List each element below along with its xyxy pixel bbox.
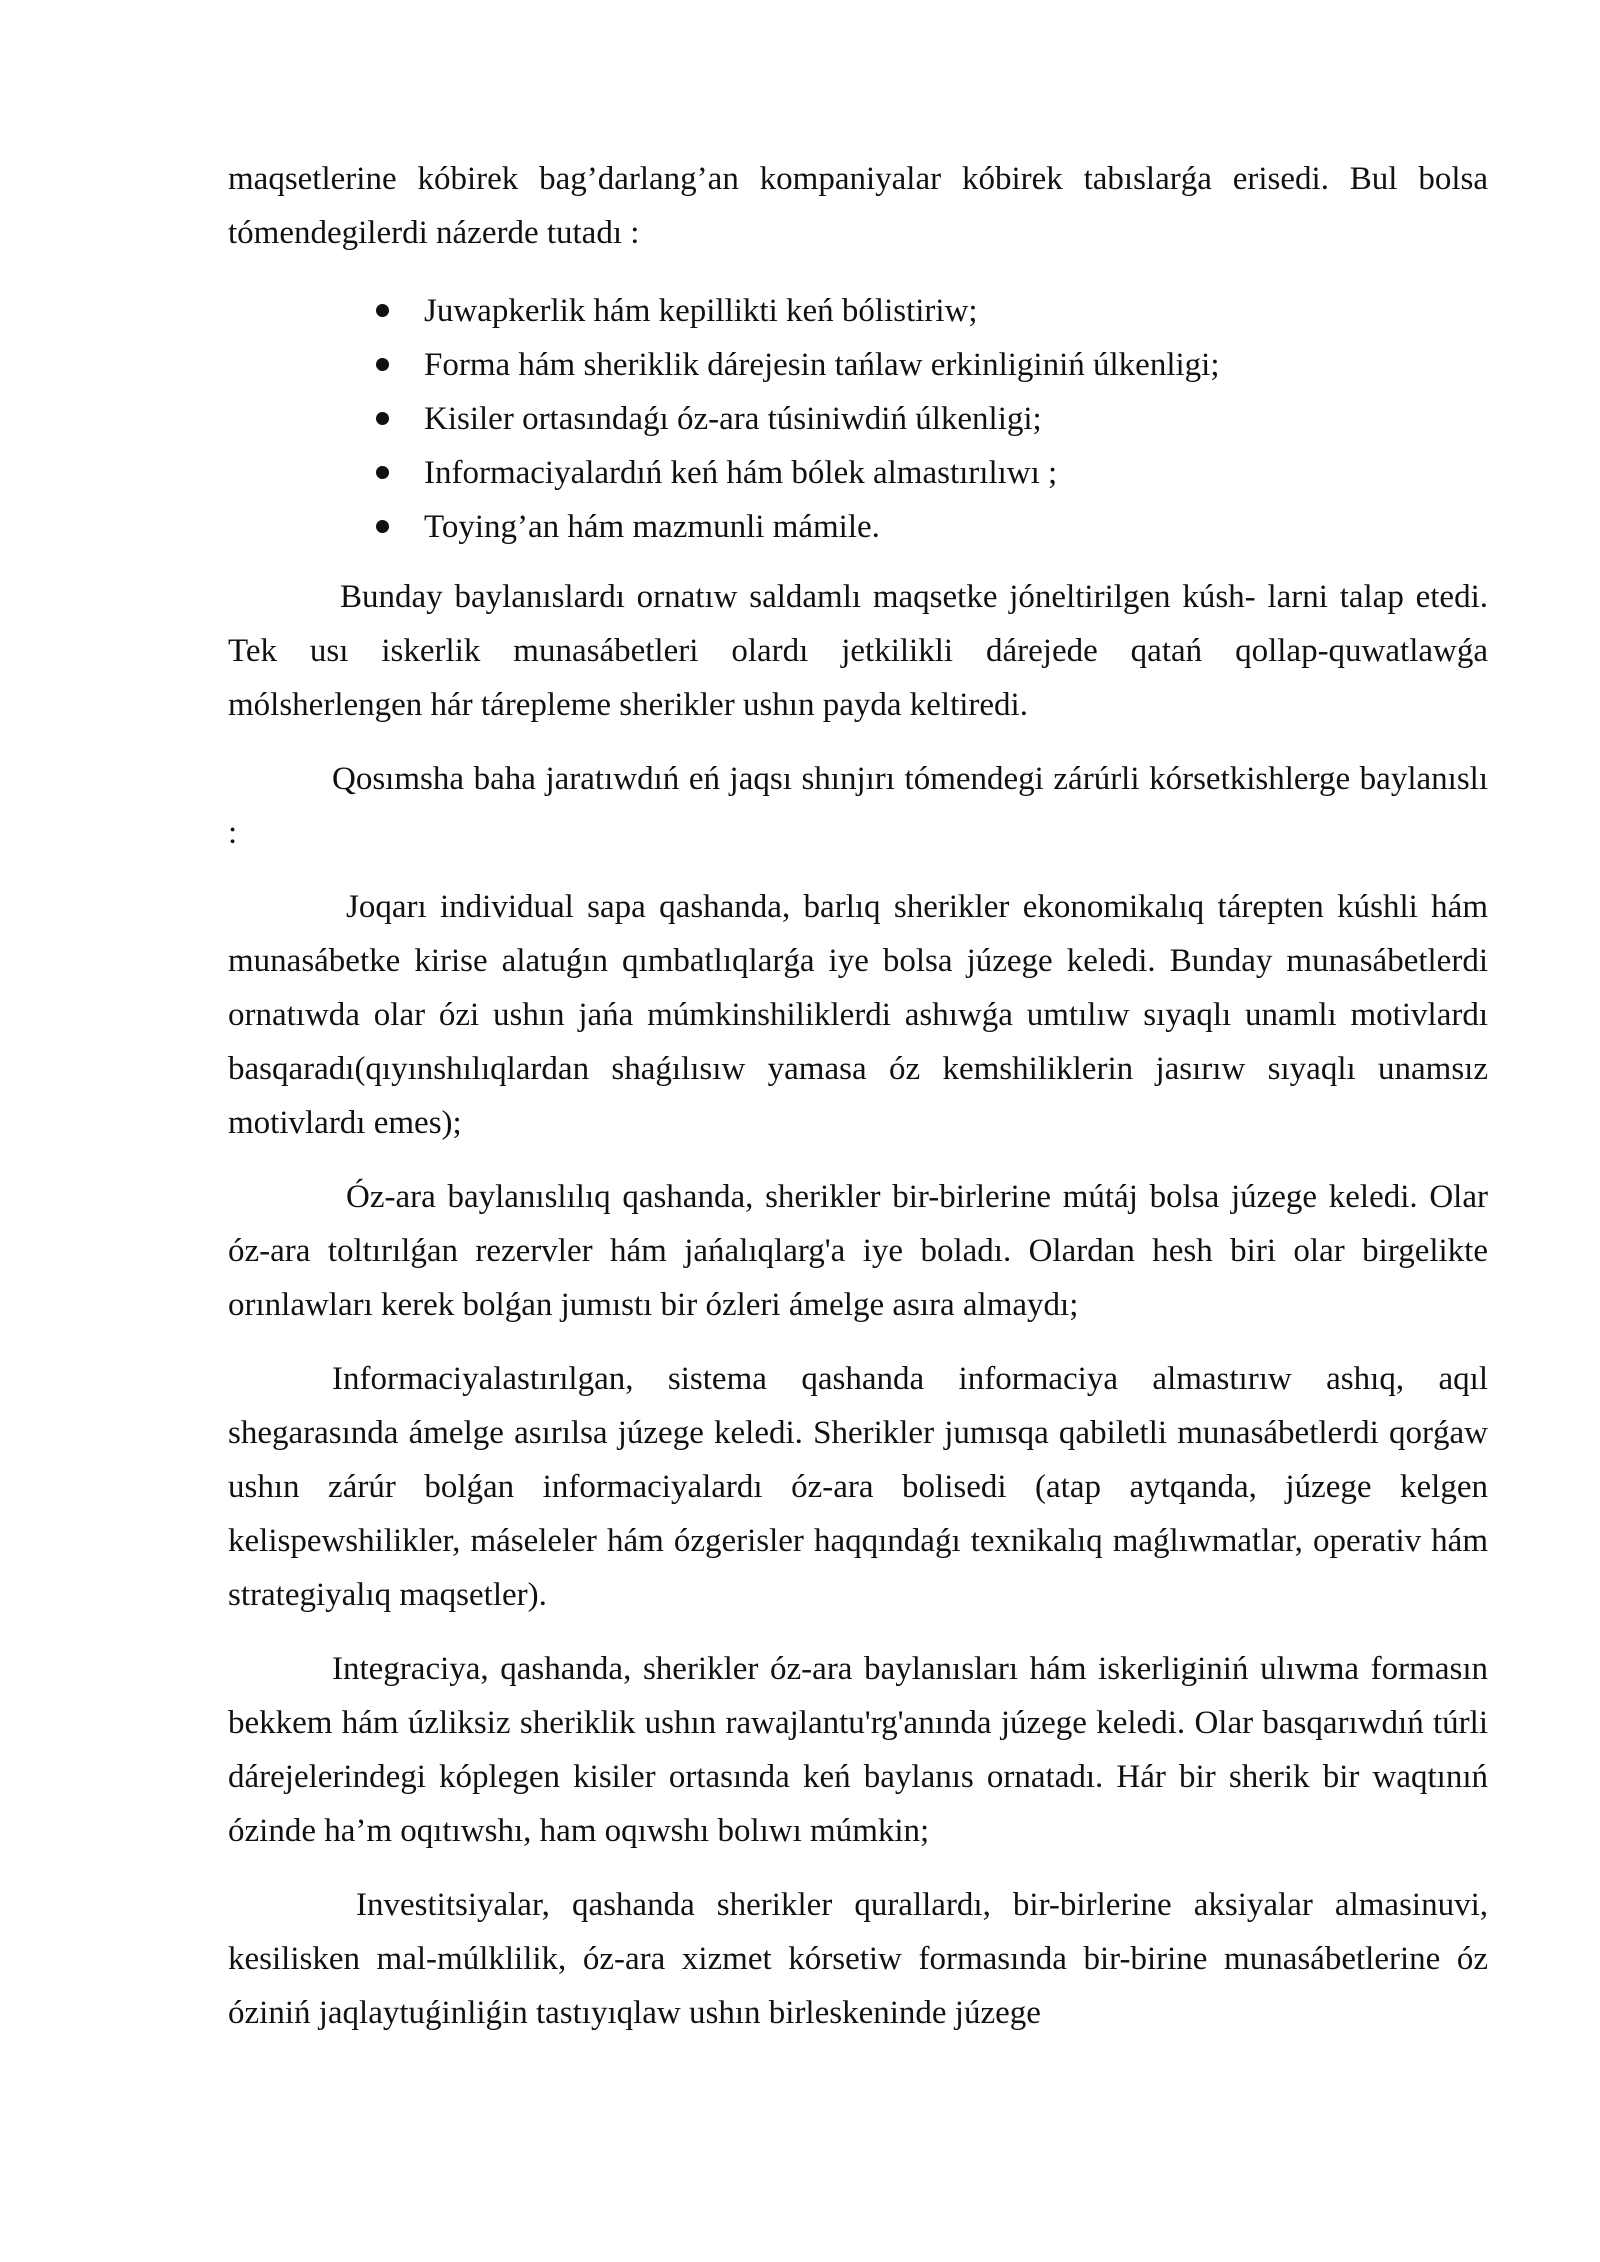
list-item-text: Juwapkerlik hám kepillikti keń bólistiriw; bbox=[424, 293, 978, 329]
bullet-list bbox=[228, 284, 1488, 554]
bullet-icon bbox=[376, 412, 389, 425]
paragraph-intro: maqsetlerine kóbirek bag’darlang’an kompaniyalar kóbirek tabıslarǵa erisedi. Bul bolsa tómendegilerdi názerde tutadı : bbox=[228, 161, 1488, 251]
bullet-icon bbox=[376, 304, 389, 317]
bullet-icon bbox=[376, 466, 389, 479]
paragraph-individual-quality: Joqarı individual sapa qashanda, barlıq sherikler ekonomikalıq tárepten kúshli hám munasábetke kirise alatuǵın qımbatlıqlarǵa iye bolsa júzege keledi. Bunday munasábetlerdi ornatıwda olar ózi ushın jańa múmkinshiliklerdi ashıwǵa umtılıw sıyaqlı unamlı motivlardı basqaradı(qıyınshılıqlardan shaǵılısıw yamasa óz kemshiliklerin jasırıw sıyaqlı unamsız motivlardı emes); bbox=[228, 889, 1488, 1141]
list-item bbox=[228, 500, 1488, 554]
list-item-text: Toying’an hám mazmunli mámile. bbox=[424, 509, 880, 545]
list-item bbox=[228, 338, 1488, 392]
list-item-text: Informaciyalardıń keń hám bólek almastırılıwı ; bbox=[424, 455, 1058, 491]
bullet-icon bbox=[376, 358, 389, 371]
list-item bbox=[228, 446, 1488, 500]
paragraph-interdependence: Óz-ara baylanıslılıq qashanda, sherikler bir-birlerine mútáj bolsa júzege keledi. Olar óz-ara toltırılǵan rezervler hám jańalıqlarg'a iye boladı. Olardan hesh biri olar birgelikte orınlawları kerek bolǵan jumıstı bir ózleri ámelge asıra almaydı; bbox=[228, 1179, 1488, 1323]
paragraph-relations: Bunday baylanıslardı ornatıw saldamlı maqsetke jóneltirilgen kúsh- larni talap etedi. Tek usı iskerlik munasábetleri olardı jetkilikli dárejede qatań qollap-quwatlawǵa mólsherlengen hár tárepleme sherikler ushın payda keltiredi. bbox=[228, 579, 1488, 723]
paragraph-integration: Integraciya, qashanda, sherikler óz-ara baylanısları hám iskerliginiń ulıwma formasın bekkem hám úzliksiz sheriklik ushın rawajlantu'rg'anında júzege keledi. Olar basqarıwdıń túrli dárejelerindegi kóplegen kisiler ortasında keń baylanıs ornatadı. Hár bir sherik bir waqtınıń ózinde ha’m oqıtıwshı, ham oqıwshı bolıwı múmkin; bbox=[228, 1651, 1488, 1849]
list-item bbox=[228, 392, 1488, 446]
paragraph-information: Informaciyalastırılgan, sistema qashanda informaciya almastırıw ashıq, aqıl shegarasında ámelge asırılsa júzege keledi. Sherikler jumısqa qabiletli munasábetlerdi qorǵaw ushın zárúr bolǵan informaciyalardı óz-ara bolisedi (atap aytqanda, júzege kelgen kelispewshilikler, máseleler hám ózgerisler haqqındaǵı texnikalıq maǵlıwmatlar, operativ hám strategiyalıq maqsetler). bbox=[228, 1361, 1488, 1613]
list-item-text: Forma hám sheriklik dárejesin tańlaw erkinliginiń úlkenligi; bbox=[424, 347, 1220, 383]
paragraph-value-chain: Qosımsha baha jaratıwdıń eń jaqsı shınjırı tómendegi zárúrli kórsetkishlerge baylanıslı : bbox=[228, 761, 1488, 851]
document-page bbox=[228, 152, 1488, 2040]
paragraph-investments: Investitsiyalar, qashanda sherikler qurallardı, bir-birlerine aksiyalar almasinuvi, kesilisken mal-múlklilik, óz-ara xizmet kórsetiw formasında bir-birine munasábetlerine óz óziniń jaqlaytuǵinliǵin tastıyıqlaw ushın birleskeninde júzege bbox=[228, 1887, 1488, 2031]
bullet-icon bbox=[376, 520, 389, 533]
list-item bbox=[228, 284, 1488, 338]
list-item-text: Kisiler ortasındaǵı óz-ara túsiniwdiń úlkenligi; bbox=[424, 401, 1042, 437]
